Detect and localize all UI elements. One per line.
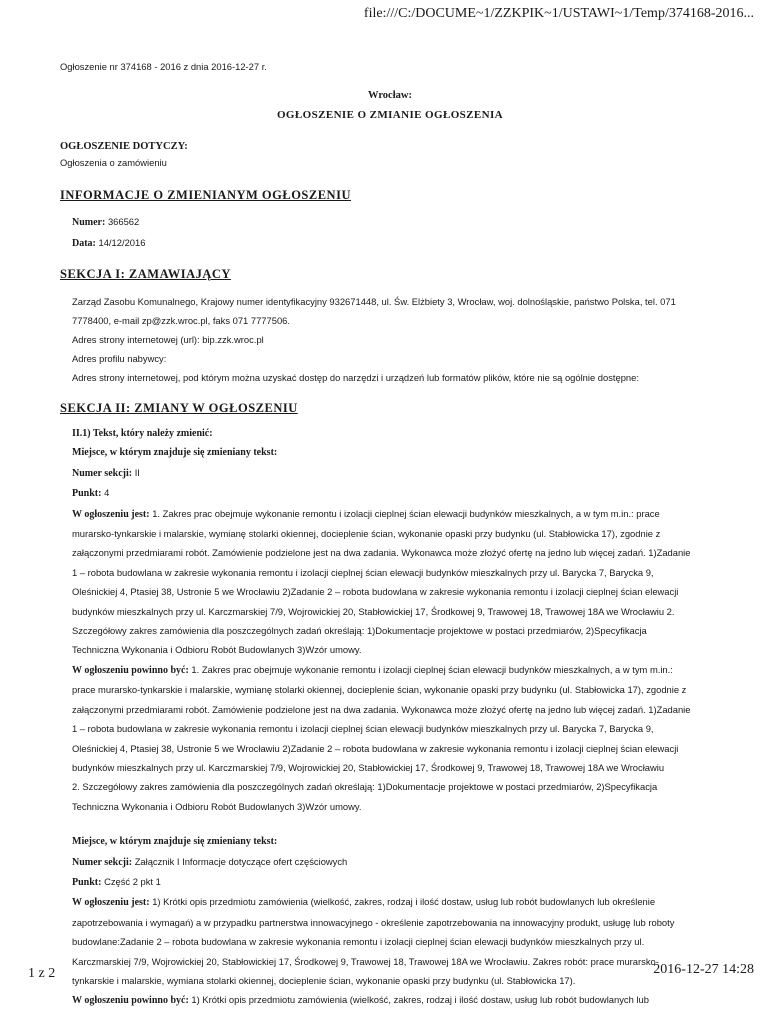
page-number: 1 z 2 xyxy=(28,966,56,981)
jest-line: Techniczna Wykonania i Odbioru Robót Budowlanych 3)Wzór umowy. xyxy=(72,644,362,656)
jest-line: budowlane:Zadanie 2 – robota budowlana w zakresie wykonania remontu i izolacji cieplnej ścian elewacji budynków mieszkalnych przy ul. xyxy=(72,936,645,948)
data-row xyxy=(60,234,720,253)
numer-sekcji-value: II xyxy=(134,466,140,478)
jest-line: 1. Zakres prac obejmuje wykonanie remontu i izolacji cieplnej ścian elewacji budynków mieszkalnych, a w tym m.in.: prace xyxy=(152,507,660,519)
ii1-label: II.1) Tekst, który należy zmienić: xyxy=(72,428,213,439)
numer-sekcji-label: Numer sekcji: xyxy=(72,467,133,479)
miejsce-label: Miejsce, w którym znajduje się zmieniany tekst: xyxy=(72,836,278,848)
change-block-2 xyxy=(60,832,720,1011)
jest-line: 1 – robota budowlana w zakresie wykonania remontu i izolacji cieplnej ścian elewacji budynków mieszkalnych przy ul. Barycka 7, Barycka 9, xyxy=(72,566,654,578)
buyer-profile: Adres profilu nabywcy: xyxy=(72,353,167,364)
punkt-value: Część 2 pkt 1 xyxy=(104,875,161,887)
numer-value: 366562 xyxy=(107,216,140,227)
jest-line: budynków mieszkalnych przy ul. Karczmarskiej 7/9, Wojrowickiej 20, Stabłowickiej 17, Środkowej 9, Trawowej 18, Trawowej 18A we Wrocławiu 2. xyxy=(72,605,675,617)
tools-access-url: Adres strony internetowej, pod którym można uzyskać dostęp do narzędzi i urządzeń lub formatów plików, które nie są ogólnie dostępne: xyxy=(72,372,639,383)
contracting-authority-line1: Zarząd Zasobu Komunalnego, Krajowy numer identyfikacyjny 932671448, ul. Św. Elżbiety 3, Wrocław, woj. dolnośląskie, państwo Polska, tel. 071 xyxy=(72,296,676,307)
jest-line: załączonymi przedmiarami robót. Zamówienie podzielone jest na dwa zadania. Wykonawca może złożyć ofertę na jedno lub więcej zadań. 1)Zadanie xyxy=(72,547,691,559)
change-block-1 xyxy=(60,424,720,816)
jest-line: tynkarskie i malarskie, wymiana stolarki okiennej, docieplenie ścian, wykonanie opaski przy budynku (ul. Stabłowicka 17). xyxy=(72,974,576,986)
jest-line: zapotrzebowania i wymagań) a w przypadku partnerstwa innowacyjnego - określenie zapotrzebowania na innowacyjny produkt, usługę lub roboty xyxy=(72,916,675,928)
punkt-label: Punkt: xyxy=(72,876,102,888)
jest-line: murarsko-tynkarskie i malarskie, wymianę stolarki okiennej, docieplenie ścian, wykonanie opaski przy budynku (ul. Stabłowicka 17), zgodnie z xyxy=(72,528,661,540)
website-url: Adres strony internetowej (url): bip.zzk.wroc.pl xyxy=(72,334,264,345)
jest-label: W ogłoszeniu jest: xyxy=(72,897,150,909)
numer-sekcji-label: Numer sekcji: xyxy=(72,856,133,868)
powinno-line: 2. Szczegółowy zakres zamówienia dla poszczególnych zadań określają: 1)Dokumentacje projektowe w postaci przedmiarów, 2)Specyfikacja xyxy=(72,781,658,793)
jest-line: Szczegółowy zakres zamówienia dla poszczególnych zadań określają: 1)Dokumentacje projektowe w postaci przedmiarów, 2)Specyfikacja xyxy=(72,625,647,637)
numer-row xyxy=(60,213,720,232)
section1-heading: SEKCJA I: ZAMAWIAJĄCY xyxy=(60,267,231,281)
powinno-line: 1. Zakres prac obejmuje wykonanie remontu i izolacji cieplnej ścian elewacji budynków mieszkalnych, a w tym m.in.: xyxy=(191,663,673,675)
powinno-line: budynków mieszkalnych przy ul. Karczmarskiej 7/9, Wojrowickiej 20, Stabłowickiej 17, Środkowej 9, Trawowej 18, Trawowej 18A we Wrocławiu xyxy=(72,761,665,773)
print-datetime: 2016-12-27 14:28 xyxy=(653,962,754,977)
punkt-label: Punkt: xyxy=(72,488,102,500)
data-value: 14/12/2016 xyxy=(98,237,146,248)
jest-line: 1) Krótki opis przedmiotu zamówienia (wielkość, zakres, rodzaj i ilość dostaw, usług lub robót budowlanych lub określenie xyxy=(152,896,656,908)
document-title: OGŁOSZENIE O ZMIANIE OGŁOSZENIA xyxy=(276,109,504,121)
jest-line: Oleśnickiej 4, Ptasiej 38, Ustronie 5 we Wrocławiu 2)Zadanie 2 – robota budowlana w zakresie wykonania remontu i izolacji cieplnej ścian elewacji xyxy=(72,586,679,598)
jest-label: W ogłoszeniu jest: xyxy=(72,508,150,520)
powinno-line: załączonymi przedmiarami robót. Zamówienie podzielone jest na dwa zadania. Wykonawca może złożyć ofertę na jedno lub więcej zadań. 1)Zadanie xyxy=(72,703,691,715)
miejsce-label: Miejsce, w którym znajduje się zmieniany tekst: xyxy=(72,447,278,459)
document-body xyxy=(60,61,720,1011)
dotyczy-value: Ogłoszenia o zamówieniu xyxy=(60,157,167,168)
numer-label: Numer: xyxy=(72,217,106,228)
jest-line: Karczmarskiej 7/9, Wojrowickiej 20, Stabłowickiej 17, Środkowej 9, Trawowej 18, Trawowej 18A we Wrocławiu. Zakres robót: prace murarsko- xyxy=(72,955,659,967)
section1-body xyxy=(60,292,720,387)
dotyczy-heading: OGŁOSZENIE DOTYCZY: xyxy=(60,141,188,152)
announcement-ref: Ogłoszenie nr 374168 - 2016 z dnia 2016-12-27 r. xyxy=(60,61,267,72)
section2-heading: SEKCJA II: ZMIANY W OGŁOSZENIU xyxy=(60,401,298,415)
punkt-value: 4 xyxy=(104,487,110,499)
powinno-line: Techniczna Wykonania i Odbioru Robót Budowlanych 3)Wzór umowy. xyxy=(72,800,362,812)
file-path-header: file:///C:/DOCUME~1/ZZKPIK~1/USTAWI~1/Temp/374168-2016... xyxy=(363,6,754,21)
powinno-line: Oleśnickiej 4, Ptasiej 38, Ustronie 5 we Wrocławiu 2)Zadanie 2 – robota budowlana w zakresie wykonania remontu i izolacji cieplnej ścian elewacji xyxy=(72,742,679,754)
powinno-label: W ogłoszeniu powinno być: xyxy=(72,664,189,676)
contracting-authority-line2: 7778400, e-mail zp@zzk.wroc.pl, faks 071 7777506. xyxy=(72,315,290,326)
numer-sekcji-value: Załącznik I Informacje dotyczące ofert częściowych xyxy=(134,855,348,867)
powinno-line: 1 – robota budowlana w zakresie wykonania remontu i izolacji cieplnej ścian elewacji budynków mieszkalnych przy ul. Barycka 7, Barycka 9, xyxy=(72,723,654,735)
powinno-line: 1) Krótki opis przedmiotu zamówienia (wielkość, zakres, rodzaj i ilość dostaw, usług lub robót budowlanych lub xyxy=(191,994,649,1006)
city-line: Wrocław: xyxy=(368,90,412,101)
info-heading: INFORMACJE O ZMIENIANYM OGŁOSZENIU xyxy=(60,188,351,202)
powinno-line: prace murarsko-tynkarskie i malarskie, wymianę stolarki okiennej, docieplenie ścian, wykonanie opaski przy budynku (ul. Stabłowicka 17), zgodnie z xyxy=(72,684,687,696)
data-label: Data: xyxy=(72,238,96,249)
powinno-label: W ogłoszeniu powinno być: xyxy=(72,995,189,1007)
